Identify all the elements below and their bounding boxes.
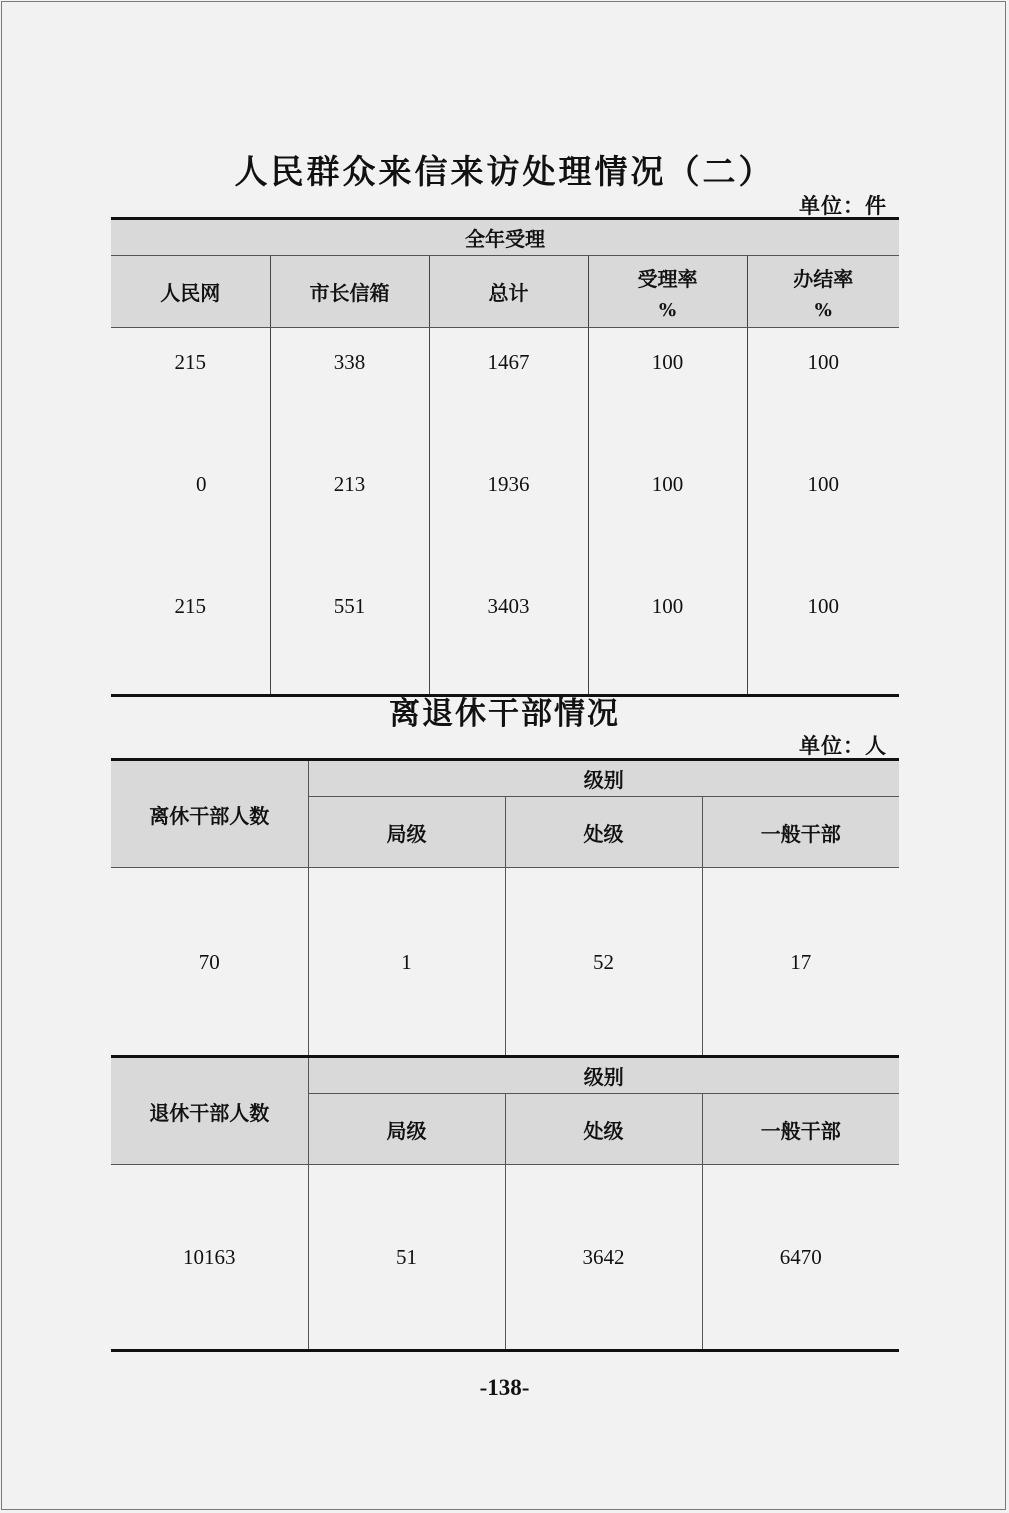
table-cell: 1936 — [487, 472, 530, 496]
table-cell: 51 — [308, 1165, 505, 1351]
page-number: -138- — [479, 1375, 530, 1400]
section1-title: 人民群众来信来访处理情况（二） — [234, 152, 775, 191]
column-acceptance-rate-values — [588, 328, 747, 696]
table-cell: 100 — [651, 472, 684, 496]
table-cell: 17 — [702, 868, 899, 1058]
table-cell: 100 — [651, 594, 684, 618]
table-cell: 100 — [807, 350, 839, 374]
retired-cadres-table-2 — [111, 1055, 899, 1352]
table-cell: 100 — [651, 350, 684, 374]
section2-unit: 单位：人 — [799, 733, 887, 758]
row-header-tuixiu: 退休干部人数 — [111, 1057, 308, 1165]
table-cell: 0 — [196, 472, 207, 496]
column-renminwang-values — [111, 328, 270, 696]
col-header-division-level: 处级 — [505, 797, 702, 868]
table-cell: 1 — [308, 868, 505, 1058]
table-cell: 213 — [333, 472, 366, 496]
letters-visits-table — [111, 217, 899, 697]
col-header-bureau-level: 局级 — [308, 797, 505, 868]
column-completion-rate-values — [747, 328, 899, 696]
table-cell: 70 — [111, 868, 308, 1058]
table-cell: 100 — [807, 594, 839, 618]
table-cell: 551 — [333, 594, 366, 618]
col-header-division-level: 处级 — [505, 1094, 702, 1165]
column-mayor-mailbox-values — [270, 328, 429, 696]
table-cell: 3403 — [487, 594, 530, 618]
table-cell: 52 — [505, 868, 702, 1058]
table-cell: 215 — [174, 594, 206, 618]
table-cell: 10163 — [111, 1165, 308, 1351]
col-header-general-cadres: 一般干部 — [702, 797, 899, 868]
col-header-bureau-level: 局级 — [308, 1094, 505, 1165]
table-cell: 100 — [807, 472, 839, 496]
table-cell: 6470 — [702, 1165, 899, 1351]
section2-title: 离退休干部情况 — [389, 696, 620, 732]
col-header-completion-rate: 办结率 % — [747, 256, 899, 328]
col-header-general-cadres: 一般干部 — [702, 1094, 899, 1165]
row-header-lixiu: 离休干部人数 — [111, 760, 308, 868]
retired-cadres-table-1 — [111, 758, 899, 1058]
table-cell: 3642 — [505, 1165, 702, 1351]
section1-unit: 单位：件 — [799, 193, 887, 218]
table-cell: 1467 — [487, 350, 530, 374]
col-header-acceptance-rate: 受理率 % — [588, 256, 747, 328]
col-header-mayor-mailbox: 市长信箱 — [270, 256, 429, 328]
col-header-total: 总计 — [429, 256, 588, 328]
group-header-full-year: 全年受理 — [111, 219, 899, 256]
table-cell: 215 — [174, 350, 206, 374]
column-total-values — [429, 328, 588, 696]
group-header-level: 级别 — [308, 760, 899, 797]
table-cell: 338 — [333, 350, 366, 374]
group-header-level: 级别 — [308, 1057, 899, 1094]
col-header-renminwang: 人民网 — [111, 256, 270, 328]
